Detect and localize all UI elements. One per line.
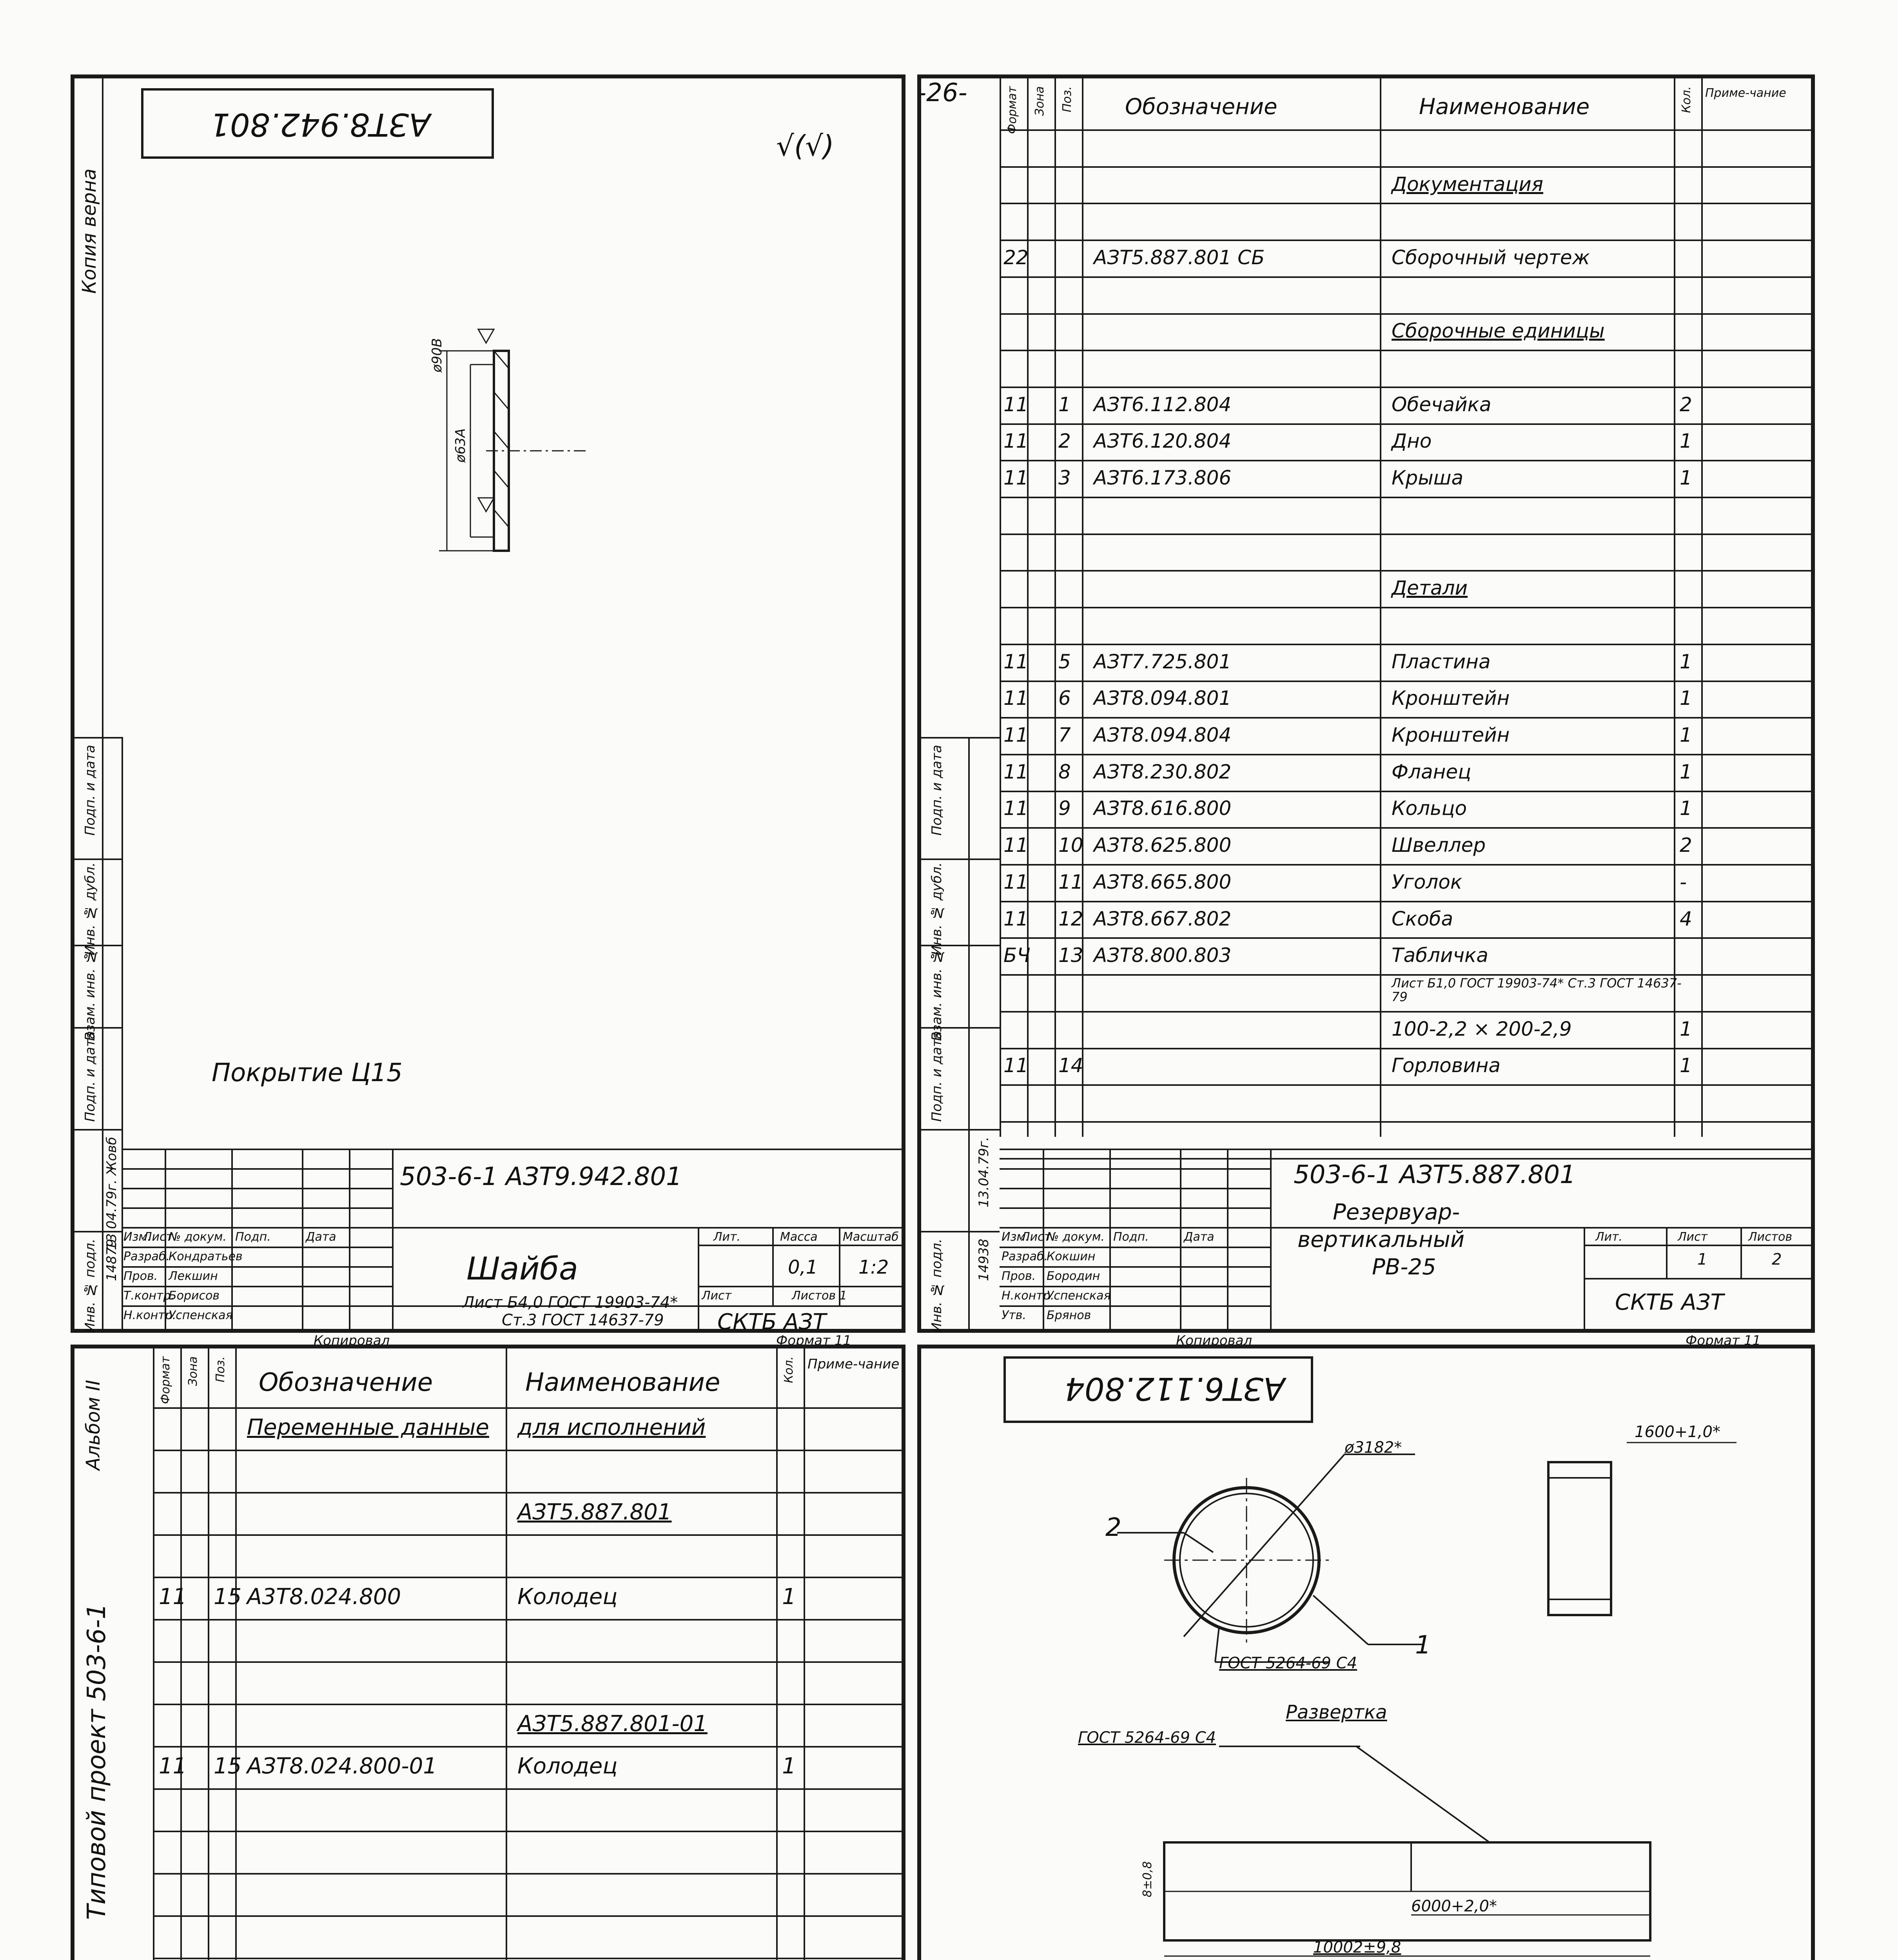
row-line [153,1450,905,1451]
table-cell: Дно [1392,430,1432,453]
table-cell: АЗТ8.625.800 [1094,834,1232,857]
table-cell: 6 [1058,687,1071,710]
table-cell: 11 [1003,907,1029,930]
q3-hdr-pos: Поз. [214,1356,227,1383]
table-cell: 11 [1003,393,1029,416]
row-line [1000,1121,1815,1123]
row-line [153,1492,905,1494]
table-cell: АЗТ5.887.801-01 [517,1711,708,1737]
q2-org: СКТБ АЗТ [1615,1290,1724,1315]
table-cell: Крыша [1392,466,1464,490]
table-cell: 11 [1003,797,1029,820]
table-cell: Колодец [517,1584,618,1610]
q3-hdr-note: Приме-чание [807,1356,900,1372]
q2-side-sign-date-2: Подп. и дата [929,1031,945,1122]
table-cell: Скоба [1392,907,1453,930]
dim-inner: ø63А [453,428,468,463]
mass-value: 0,1 [788,1256,818,1278]
side-label-sign-date: Подп. и дата [82,745,98,836]
row-line [153,1958,905,1959]
table-cell: 1 [1680,1017,1692,1040]
q4-stamp: АЗТ6.112.804 [1065,1370,1285,1407]
q2-copied: Копировал [1176,1333,1252,1348]
table-cell: 15 [214,1753,242,1779]
table-cell: 7 [1058,724,1071,747]
row-line [1000,1011,1815,1013]
table-cell: АЗТ7.725.801 [1094,650,1232,673]
name-tcontr: Борисов [169,1289,220,1303]
table-cell: Лист Б1,0 ГОСТ 19903-74* Ст.3 ГОСТ 14637-79 [1392,976,1682,1005]
title-designation: 503-6-1 АЗТ9.942.801 [400,1162,682,1191]
name-check: Лекшин [169,1269,218,1283]
table-cell: - [1680,870,1687,893]
table-cell: 15 [214,1584,242,1610]
table-cell: 11 [1003,834,1029,857]
table-cell: АЗТ8.230.802 [1094,760,1232,783]
row-line [1000,570,1815,572]
side-label-inv-orig: Инв. № подл. [82,1239,98,1333]
row-line [1000,754,1815,755]
row-line [1000,791,1815,792]
scale-value: 1:2 [858,1256,889,1278]
table-cell: 1 [782,1584,796,1610]
row-line [1000,607,1815,608]
q2-name-dev: Кокшин [1047,1250,1096,1263]
stamp-designation: АЗТ8.942.801 [210,106,431,143]
row-line [1000,497,1815,498]
q2-sheet: Лист [1678,1230,1708,1244]
q2-role-approve: Утв. [1002,1308,1026,1322]
q2-role-list: Лист [1021,1230,1051,1244]
q1-copied: Копировал [314,1333,390,1348]
table-cell: 11 [1003,724,1029,747]
table-cell: 1 [1680,466,1692,490]
razvertka-label: Развертка [1286,1701,1387,1723]
q4-stamp-box [1003,1356,1313,1423]
table-cell: АЗТ6.112.804 [1094,393,1232,416]
side-value-date: 13.04.79г. Жовб [104,1137,120,1250]
table-cell: Детали [1392,577,1468,600]
q3-side-album: Альбом II [82,1380,104,1470]
material-line1: Лист Б4,0 ГОСТ 19903-74* [463,1294,678,1312]
q2-side-dup-inv: Инв. № дубл. [929,862,945,956]
row-line [1000,937,1815,939]
table-cell: АЗТ8.665.800 [1094,870,1232,893]
row-line [1000,827,1815,829]
q2-format: Формат 11 [1686,1333,1761,1348]
table-cell: 4 [1680,907,1692,930]
side-label-replace-inv: Взам. инв. № [82,949,98,1041]
table-cell: 1 [1680,797,1692,820]
q2-sheets: Листов [1748,1230,1793,1244]
dim-outer: ø90В [429,338,445,372]
role-tcontr: Т.контр. [123,1289,175,1303]
row-line [1000,240,1815,241]
hdr-format: Формат [1005,86,1019,134]
q2-role-check: Пров. [1002,1269,1036,1283]
dim-diameter: ø3182* [1345,1439,1402,1457]
row-line [1000,350,1815,351]
sheets-label: Листов 1 [792,1289,847,1303]
table-cell: 2 [1680,834,1692,857]
row-line [1000,313,1815,315]
row-line [1000,1048,1815,1049]
dim-height: 1600+1,0* [1635,1423,1720,1441]
q2-role-izm: Изм. [1002,1230,1029,1244]
stamp-box [141,88,494,159]
row-line [1000,423,1815,425]
q2-sheet-no: 1 [1697,1250,1707,1269]
table-cell: 2 [1680,393,1692,416]
q2-name-check: Бородин [1047,1269,1100,1283]
table-cell: Кольцо [1392,797,1467,820]
row-line [1000,1084,1815,1086]
table-cell: Табличка [1392,944,1488,967]
dim-6000: 6000+2,0* [1411,1897,1497,1915]
spec-variable-data [71,1345,905,1960]
table-cell: 10 [1058,834,1083,857]
table-cell: 11 [1003,1054,1029,1077]
table-cell: Кронштейн [1392,724,1510,747]
role-check: Пров. [123,1269,158,1283]
table-cell: 1 [1058,393,1071,416]
row-line [1000,387,1815,388]
table-cell: АЗТ5.887.801 СБ [1094,246,1265,269]
row-line [1000,864,1815,866]
coating-note: Покрытие Ц15 [212,1058,403,1087]
table-cell: Фланец [1392,760,1472,783]
label-1: 1 [1415,1631,1431,1660]
q2-name-approve: Брянов [1047,1308,1091,1322]
table-cell: Переменные данные [247,1415,489,1441]
name-dev: Кондратьев [169,1250,243,1263]
table-cell: 22 [1003,246,1029,269]
row-line [1000,203,1815,204]
row-line [153,1534,905,1536]
q2-sheets-no: 2 [1772,1250,1782,1269]
row-line [1000,1158,1815,1160]
table-cell: 5 [1058,650,1071,673]
table-cell: 8 [1058,760,1071,783]
table-cell: Швеллер [1392,834,1486,857]
material-line2: Ст.3 ГОСТ 14637-79 [502,1311,664,1329]
table-cell: Сборочные единицы [1392,319,1605,343]
spec-reservoir [917,74,1815,1333]
table-cell: 1 [1680,1054,1692,1077]
name-ncontr: Успенская [169,1308,233,1322]
table-cell: 3 [1058,466,1071,490]
q2-side-sign-date: Подп. и дата [929,745,945,836]
side-label-sign-date-2: Подп. и дата [82,1031,98,1122]
table-cell: 11 [1003,466,1029,490]
table-cell: 12 [1058,907,1083,930]
hdr-qty: Кол. [1680,86,1693,113]
table-cell: АЗТ8.616.800 [1094,797,1232,820]
hdr-zone: Зона [1033,86,1047,116]
table-cell: Уголок [1392,870,1463,893]
side-label-dup-inv: Инв. № дубл. [82,862,98,956]
shell-drawing [1000,1419,1803,1960]
hdr-note: Приме-чание [1705,86,1786,100]
role-date: Дата [306,1230,336,1244]
side-strip-border [102,78,103,1329]
dim-8: 8±0,8 [1141,1861,1154,1897]
row-line [153,1704,905,1705]
table-cell: Обечайка [1392,393,1492,416]
q3-hdr-qty: Кол. [782,1356,796,1383]
q2-role-doc: № докум. [1047,1230,1105,1244]
role-izm: Изм. [123,1230,151,1244]
q2-side-inv: 14938 [976,1239,992,1281]
drawing-shell [917,1345,1815,1960]
table-cell: АЗТ8.094.801 [1094,687,1232,710]
side-copy-label: Копия верна [78,169,100,294]
q1-format: Формат 11 [776,1333,852,1348]
table-cell: 11 [159,1753,187,1779]
row-line [153,1873,905,1875]
row-line [1000,460,1815,461]
table-cell: Горловина [1392,1054,1501,1077]
q3-hdr-zone: Зона [186,1356,200,1386]
q2-title-designation: 503-6-1 АЗТ5.887.801 [1294,1160,1576,1189]
q2-name-line1: Резервуар- [1333,1200,1460,1225]
q2-name-line3: РВ-25 [1372,1254,1436,1280]
org-name: СКТБ АЗТ [717,1309,826,1335]
row-line [153,1661,905,1663]
row-line [1000,901,1815,902]
table-cell: Сборочный чертеж [1392,246,1590,269]
q2-role-dev: Разраб. [1002,1250,1048,1263]
table-cell: 1 [1680,687,1692,710]
row-line [153,1746,905,1748]
table-cell: 11 [1003,687,1029,710]
row-line [153,1577,905,1578]
q2-role-sign: Подп. [1113,1230,1149,1244]
role-ncontr: Н.контр. [123,1308,176,1322]
table-cell: АЗТ8.800.803 [1094,944,1232,967]
row-line [1000,644,1815,645]
row-line [1000,166,1815,168]
gost-ring: ГОСТ 5264-69 С4 [1219,1654,1357,1672]
table-cell: 1 [1680,650,1692,673]
row-line [153,1788,905,1790]
table-cell: 11 [1058,870,1083,893]
q2-role-date: Дата [1184,1230,1214,1244]
table-cell: Пластина [1392,650,1491,673]
q2-name-ncontr: Успенская [1047,1289,1111,1303]
table-cell: Колодец [517,1753,618,1779]
table-cell: АЗТ8.667.802 [1094,907,1232,930]
dim-10002: 10002±9,8 [1313,1938,1401,1956]
table-cell: 11 [1003,650,1029,673]
q2-side-replace-inv: Взам. инв. № [929,949,945,1041]
q3-hdr-format: Формат [159,1356,172,1404]
table-cell: для исполнений [517,1415,706,1441]
table-cell: 1 [1680,760,1692,783]
table-cell: 1 [782,1753,796,1779]
q2-role-ncontr: Н.контр. [1002,1289,1054,1303]
row-line [1000,681,1815,682]
table-cell: 14 [1058,1054,1083,1077]
role-doc: № докум. [169,1230,227,1244]
row-line [153,1619,905,1621]
table-cell: АЗТ6.120.804 [1094,430,1232,453]
gost-flat: ГОСТ 5264-69 С4 [1078,1729,1216,1747]
table-cell: 1 [1680,430,1692,453]
table-cell: АЗТ8.094.804 [1094,724,1232,747]
table-cell: 11 [1003,760,1029,783]
label-2: 2 [1105,1513,1121,1542]
q2-side-inv-orig: Инв. № подл. [929,1239,945,1333]
q2-side-date: 13.04.79г. [976,1137,992,1208]
scale-label: Масштаб [843,1230,899,1244]
table-cell: 11 [1003,870,1029,893]
row-line [1000,276,1815,278]
q2-lit: Лит. [1595,1230,1623,1244]
table-cell: Кронштейн [1392,687,1510,710]
page-number: -26- [917,78,967,107]
table-cell: А3Т8.024.800 [247,1584,401,1610]
role-sign: Подп. [235,1230,271,1244]
q2-name-line2: вертикальный [1297,1227,1465,1252]
role-list: Лист [143,1230,173,1244]
table-cell: Документация [1392,172,1543,196]
hdr-pos: Поз. [1060,86,1074,113]
part-name: Шайба [466,1250,578,1287]
q3-side-project: Типовой проект 503-6-1 [82,1603,111,1920]
hdr-designation: Обозначение [1125,94,1277,120]
row-line [153,1831,905,1832]
table-cell: 11 [1003,430,1029,453]
q3-hdr-designation: Обозначение [259,1368,433,1397]
table-cell: АЗТ6.173.806 [1094,466,1232,490]
lit-label: Лит. [713,1230,741,1244]
table-cell: 9 [1058,797,1071,820]
table-cell: БЧ [1003,944,1031,967]
table-cell: 13 [1058,944,1083,967]
q3-hdr-name: Наименование [525,1368,720,1397]
hdr-name: Наименование [1419,94,1590,120]
table-cell: АЗТ8.024.800-01 [247,1753,437,1779]
sheet-label: Лист [702,1289,732,1303]
roughness-symbol: √(√) [776,129,834,162]
side-value-inv: 14879 [104,1239,120,1281]
table-cell: 2 [1058,430,1071,453]
role-dev: Разраб. [123,1250,170,1263]
row-line [1000,534,1815,535]
table-cell: 100-2,2 × 200-2,9 [1392,1017,1572,1040]
row-line [153,1915,905,1917]
table-cell: 11 [159,1584,187,1610]
table-cell: АЗТ5.887.801 [517,1499,672,1525]
mass-label: Масса [780,1230,818,1244]
row-line [1000,717,1815,719]
drawing-washer [71,74,905,1333]
table-cell: 1 [1680,724,1692,747]
